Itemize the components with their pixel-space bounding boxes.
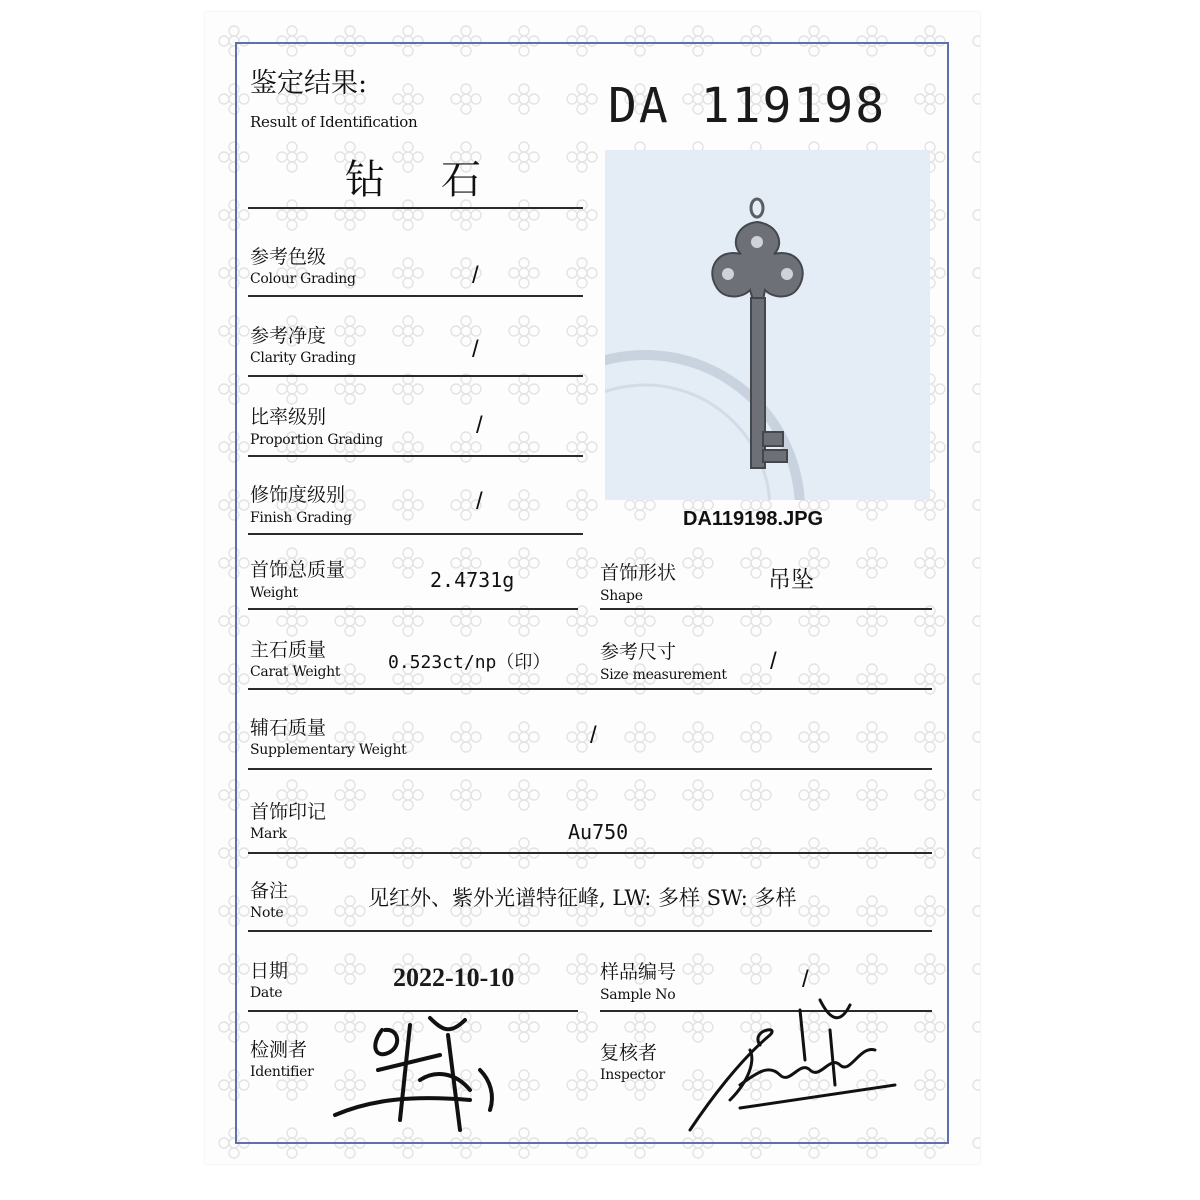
supplementary-label-en: Supplementary Weight <box>250 742 407 758</box>
clarity-label-zh: 参考净度 <box>250 325 327 347</box>
divider <box>248 930 932 932</box>
note-label-en: Note <box>250 905 284 921</box>
divider <box>600 608 932 610</box>
date-label-zh: 日期 <box>250 960 289 982</box>
photo-caption: DA119198.JPG <box>683 508 824 530</box>
note-label-zh: 备注 <box>250 880 289 902</box>
result-value: 钻石 <box>345 157 537 203</box>
sample-label-zh: 样品编号 <box>600 961 677 983</box>
divider <box>248 768 932 770</box>
result-label-zh: 鉴定结果: <box>250 68 368 99</box>
key-pendant-image <box>605 150 930 500</box>
sample-value: / <box>802 966 809 993</box>
carat-label-zh: 主石质量 <box>250 639 327 661</box>
divider <box>248 852 932 854</box>
shape-label-zh: 首饰形状 <box>600 562 677 584</box>
date-label-en: Date <box>250 985 283 1001</box>
shape-label-en: Shape <box>600 588 643 604</box>
supplementary-label-zh: 辅石质量 <box>250 717 327 739</box>
inspector-signature <box>680 990 910 1140</box>
finish-value: / <box>476 488 483 515</box>
colour-label-en: Colour Grading <box>250 271 356 287</box>
product-photo <box>605 150 930 500</box>
size-value: / <box>770 648 777 675</box>
identifier-label-zh: 检测者 <box>250 1039 308 1061</box>
finish-label-en: Finish Grading <box>250 510 352 526</box>
supplementary-value: / <box>590 722 597 749</box>
result-label-en: Result of Identification <box>250 113 418 131</box>
date-value: 2022-10-10 <box>393 963 515 992</box>
carat-value: 0.523ct/np（印） <box>388 652 551 673</box>
proportion-value: / <box>476 412 483 439</box>
colour-label-zh: 参考色级 <box>250 246 327 268</box>
identifier-signature <box>330 1000 530 1140</box>
weight-label-zh: 首饰总质量 <box>250 559 346 581</box>
certificate-number <box>608 78 886 134</box>
divider <box>248 295 583 297</box>
identifier-label-en: Identifier <box>250 1064 314 1080</box>
mark-value: Au750 <box>568 820 629 844</box>
certificate-prefix: DA <box>608 78 670 134</box>
divider <box>248 533 583 535</box>
divider <box>248 207 583 209</box>
divider <box>248 688 932 690</box>
size-label-en: Size measurement <box>600 667 727 683</box>
finish-label-zh: 修饰度级别 <box>250 484 346 506</box>
size-label-zh: 参考尺寸 <box>600 641 677 663</box>
clarity-value: / <box>472 336 479 363</box>
weight-label-en: Weight <box>250 585 298 601</box>
colour-value: / <box>472 262 479 289</box>
divider <box>248 455 583 457</box>
shape-value: 吊坠 <box>768 567 814 593</box>
divider <box>248 608 578 610</box>
inspector-label-zh: 复核者 <box>600 1042 658 1064</box>
proportion-label-zh: 比率级别 <box>250 406 327 428</box>
certificate-digits: 119198 <box>700 78 887 134</box>
mark-label-zh: 首饰印记 <box>250 801 327 823</box>
divider <box>248 375 583 377</box>
weight-value: 2.4731g <box>430 568 515 592</box>
proportion-label-en: Proportion Grading <box>250 432 383 448</box>
sample-label-en: Sample No <box>600 987 676 1003</box>
carat-label-en: Carat Weight <box>250 664 341 680</box>
clarity-label-en: Clarity Grading <box>250 350 356 366</box>
inspector-label-en: Inspector <box>600 1067 665 1083</box>
mark-label-en: Mark <box>250 826 287 842</box>
note-value: 见红外、紫外光谱特征峰, LW: 多样 SW: 多样 <box>368 886 797 910</box>
